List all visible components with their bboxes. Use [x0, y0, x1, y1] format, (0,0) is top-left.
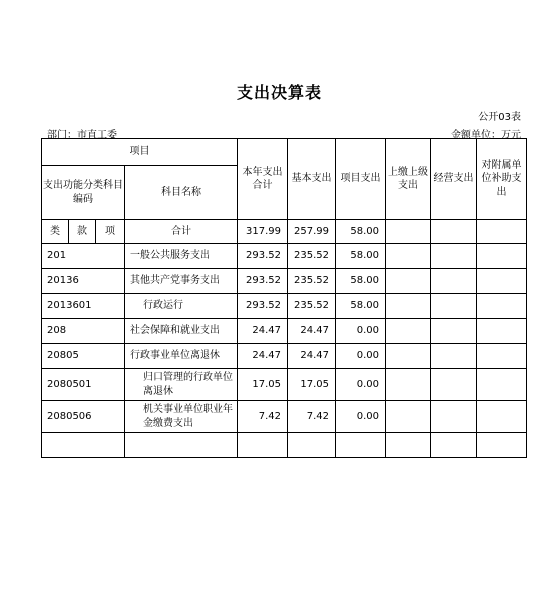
- project-cell: 58.00: [336, 269, 386, 294]
- name-cell: 机关事业单位职业年金缴费支出: [125, 401, 238, 433]
- business-cell: [431, 401, 477, 433]
- upper-cell: [386, 319, 431, 344]
- basic-cell: 24.47: [288, 319, 336, 344]
- code-cell: 2080501: [42, 369, 125, 401]
- business-cell: [431, 269, 477, 294]
- upper-cell: [386, 369, 431, 401]
- business-cell: [431, 433, 477, 458]
- upper-cell: [386, 244, 431, 269]
- subsidy-cell: [477, 401, 527, 433]
- sum-label: 合计: [125, 220, 238, 244]
- basic-cell: 235.52: [288, 244, 336, 269]
- project-header: 项目支出: [336, 139, 386, 220]
- name-cell: 行政运行: [125, 294, 238, 319]
- name-cell: [125, 433, 238, 458]
- table-row: [42, 344, 527, 369]
- expenditure-table: [41, 138, 527, 458]
- subsidy-cell: [477, 220, 527, 244]
- project-cell: 58.00: [336, 220, 386, 244]
- code-cell: 2080506: [42, 401, 125, 433]
- subsidy-cell: [477, 433, 527, 458]
- table-row: [42, 401, 527, 433]
- name-cell: 归口管理的行政单位离退休: [125, 369, 238, 401]
- upper-cell: [386, 401, 431, 433]
- business-header: 经营支出: [431, 139, 477, 220]
- code-cell: [42, 433, 125, 458]
- project-cell: 0.00: [336, 344, 386, 369]
- project-cell: 58.00: [336, 244, 386, 269]
- basic-cell: 235.52: [288, 269, 336, 294]
- business-cell: [431, 244, 477, 269]
- subject-name-header: 科目名称: [125, 166, 238, 220]
- total-cell: 293.52: [238, 244, 288, 269]
- lei-header: 类: [42, 220, 69, 244]
- total-cell: 17.05: [238, 369, 288, 401]
- subsidy-cell: [477, 344, 527, 369]
- total-header: 本年支出合计: [238, 139, 288, 220]
- code-cell: 208: [42, 319, 125, 344]
- empty-row: [42, 433, 527, 458]
- subsidy-cell: [477, 319, 527, 344]
- upper-cell: [386, 220, 431, 244]
- name-cell: 一般公共服务支出: [125, 244, 238, 269]
- subsidy-cell: [477, 369, 527, 401]
- table-row: [42, 244, 527, 269]
- total-cell: 7.42: [238, 401, 288, 433]
- name-cell: 行政事业单位离退休: [125, 344, 238, 369]
- department-label: 部门：市直工委: [47, 130, 117, 141]
- basic-cell: 17.05: [288, 369, 336, 401]
- basic-cell: 235.52: [288, 294, 336, 319]
- total-cell: 24.47: [238, 344, 288, 369]
- business-cell: [431, 344, 477, 369]
- upper-cell: [386, 294, 431, 319]
- upper-cell: [386, 433, 431, 458]
- name-cell: 社会保障和就业支出: [125, 319, 238, 344]
- total-cell: 293.52: [238, 294, 288, 319]
- amount-unit-label: 金额单位：万元: [451, 130, 521, 141]
- project-cell: 0.00: [336, 369, 386, 401]
- subsidy-cell: [477, 294, 527, 319]
- project-cell: 0.00: [336, 401, 386, 433]
- code-cell: 20805: [42, 344, 125, 369]
- upper-cell: [386, 269, 431, 294]
- subsidy-cell: [477, 269, 527, 294]
- project-cell: 58.00: [336, 294, 386, 319]
- table-row: [42, 269, 527, 294]
- subsidy-header: 对附属单位补助支出: [477, 139, 527, 220]
- business-cell: [431, 319, 477, 344]
- name-cell: 其他共产党事务支出: [125, 269, 238, 294]
- basic-cell: 7.42: [288, 401, 336, 433]
- basic-cell: [288, 433, 336, 458]
- upper-cell: [386, 344, 431, 369]
- function-code-header: 支出功能分类科目编码: [42, 166, 125, 220]
- table-row: [42, 369, 527, 401]
- report-title: 支出决算表: [236, 83, 322, 102]
- table-row: [42, 294, 527, 319]
- item-header: 项目: [42, 139, 238, 166]
- code-cell: 2013601: [42, 294, 125, 319]
- project-cell: 0.00: [336, 319, 386, 344]
- table-row: [42, 319, 527, 344]
- code-cell: 20136: [42, 269, 125, 294]
- business-cell: [431, 220, 477, 244]
- xiang-header: 项: [96, 220, 125, 244]
- code-cell: 201: [42, 244, 125, 269]
- basic-cell: 24.47: [288, 344, 336, 369]
- business-cell: [431, 294, 477, 319]
- basic-header: 基本支出: [288, 139, 336, 220]
- total-cell: 293.52: [238, 269, 288, 294]
- total-cell: [238, 433, 288, 458]
- project-cell: [336, 433, 386, 458]
- total-cell: 317.99: [238, 220, 288, 244]
- subsidy-cell: [477, 244, 527, 269]
- business-cell: [431, 369, 477, 401]
- form-number: 公开03表: [478, 112, 521, 123]
- basic-cell: 257.99: [288, 220, 336, 244]
- kuan-header: 款: [69, 220, 96, 244]
- total-cell: 24.47: [238, 319, 288, 344]
- upper-header: 上缴上级支出: [386, 139, 431, 220]
